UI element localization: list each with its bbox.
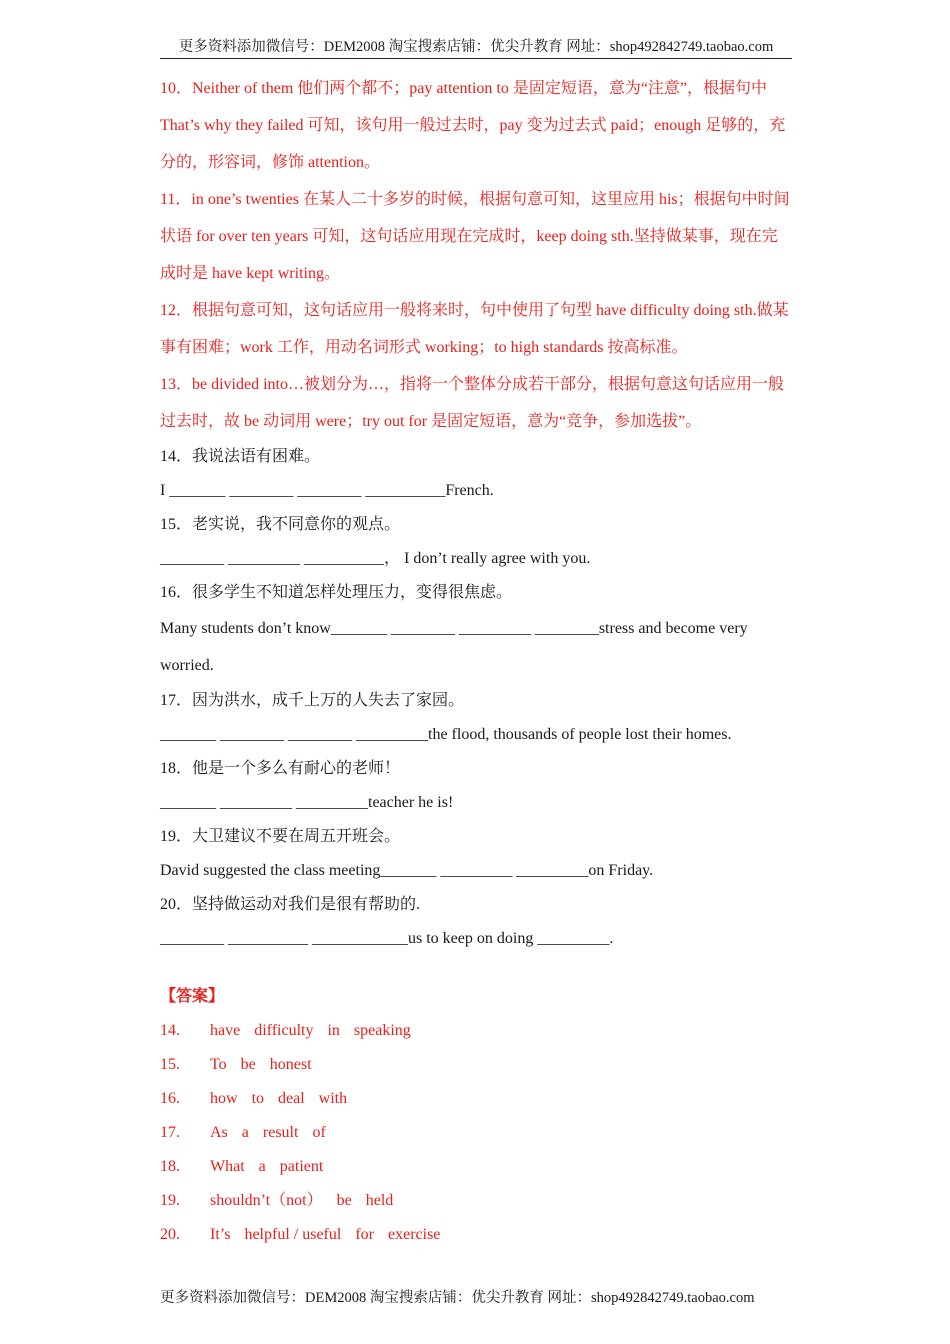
question-17-blank: _______ ________ ________ _________the flood, thousands of people lost their homes.	[160, 726, 732, 743]
answer-number: 18.	[160, 1158, 180, 1175]
answer-word: difficulty	[254, 1022, 314, 1039]
answer-row-18	[160, 1150, 792, 1184]
question-16-prompt: 16．很多学生不知道怎样处理压力，变得很焦虑。	[160, 584, 513, 601]
question-14-prompt: 14．我说法语有困难。	[160, 448, 321, 465]
answer-word: deal	[278, 1090, 305, 1107]
answer-number: 19.	[160, 1192, 180, 1209]
explanation-12: 12．根据句意可知，这句话应用一般将来时，句中使用了句型 have difficulty doing sth.做某事有困难；work 工作，用动名词形式 working；to high standards 按高标准。	[160, 302, 789, 356]
answer-word: a	[258, 1158, 266, 1175]
answer-number: 14.	[160, 1022, 180, 1039]
answer-number: 16.	[160, 1090, 180, 1107]
answer-word: to	[251, 1090, 265, 1107]
answer-word: of	[312, 1124, 326, 1141]
answer-number: 20.	[160, 1226, 180, 1243]
question-19-prompt: 19．大卫建议不要在周五开班会。	[160, 828, 401, 845]
answer-word: honest	[269, 1056, 312, 1073]
answer-title: 【答案】	[160, 988, 225, 1005]
answer-word: held	[365, 1192, 394, 1209]
question-18-prompt: 18．他是一个多么有耐心的老师！	[160, 760, 401, 777]
answer-number: 17.	[160, 1124, 180, 1141]
question-15-prompt: 15．老实说，我不同意你的观点。	[160, 516, 401, 533]
answer-row-15	[160, 1048, 792, 1082]
answer-row-17	[160, 1116, 792, 1150]
question-17-prompt: 17．因为洪水，成千上万的人失去了家园。	[160, 692, 465, 709]
answer-row-19	[160, 1184, 792, 1218]
answer-word: helpful / useful	[244, 1226, 342, 1243]
answer-word: for	[355, 1226, 374, 1243]
answer-number: 15.	[160, 1056, 180, 1073]
document-body	[160, 70, 792, 1252]
answer-word: result	[262, 1124, 299, 1141]
answer-word: how	[210, 1090, 238, 1107]
answer-word: be	[336, 1192, 352, 1209]
question-14-blank: I _______ ________ ________ __________French.	[160, 482, 494, 499]
explanation-10: 10．Neither of them 他们两个都不；pay attention to 是固定短语，意为“注意”，根据句中 That’s why they failed 可知，该句用一般过去时，pay 变为过去式 paid；enough 足够的，充分的，形容词，修饰 attention。	[160, 80, 786, 171]
question-16-blank: Many students don’t know_______ ________ _________ ________stress and become very worried.	[160, 620, 748, 674]
answer-word: patient	[279, 1158, 324, 1175]
question-20-blank: ________ __________ ____________us to keep on doing _________.	[160, 930, 614, 947]
page-footer: 更多资料添加微信号：DEM2008 淘宝搜索店铺：优尖升教育 网址：shop492842749.taobao.com	[160, 1290, 755, 1306]
page-header: 更多资料添加微信号：DEM2008 淘宝搜索店铺：优尖升教育 网址：shop492842749.taobao.com	[160, 36, 792, 59]
answer-word: What	[210, 1158, 245, 1175]
question-20-prompt: 20．坚持做运动对我们是很有帮助的.	[160, 896, 421, 913]
answer-word: exercise	[387, 1226, 441, 1243]
answer-word: As	[210, 1124, 228, 1141]
answer-row-14	[160, 1014, 792, 1048]
answer-row-16	[160, 1082, 792, 1116]
answer-word: It’s	[210, 1226, 231, 1243]
answer-row-20	[160, 1218, 792, 1252]
answer-word: have	[210, 1022, 241, 1039]
answer-word: To	[210, 1056, 227, 1073]
answer-word: with	[318, 1090, 348, 1107]
explanation-11: 11．in one’s twenties 在某人二十多岁的时候，根据句意可知，这里应用 his；根据句中时间状语 for over ten years 可知，这句话应用现在完成时，keep doing sth.坚持做某事，现在完成时是 have kept writing。	[160, 191, 790, 282]
section-spacer	[160, 956, 792, 980]
question-18-blank: _______ _________ _________teacher he is!	[160, 794, 454, 811]
answer-word: in	[327, 1022, 340, 1039]
answer-word: shouldn’t（not）	[210, 1192, 323, 1209]
answer-word: be	[240, 1056, 256, 1073]
answer-word: speaking	[353, 1022, 411, 1039]
explanation-13: 13．be divided into…被划分为…，指将一个整体分成若干部分，根据句意这句话应用一般过去时，故 be 动词用 were；try out for 是固定短语，意为“竞争，参加选拔”。	[160, 376, 784, 430]
question-15-blank: ________ _________ __________， I don’t really agree with you.	[160, 550, 591, 567]
answer-word: a	[241, 1124, 249, 1141]
question-19-blank: David suggested the class meeting_______ _________ _________on Friday.	[160, 862, 654, 879]
